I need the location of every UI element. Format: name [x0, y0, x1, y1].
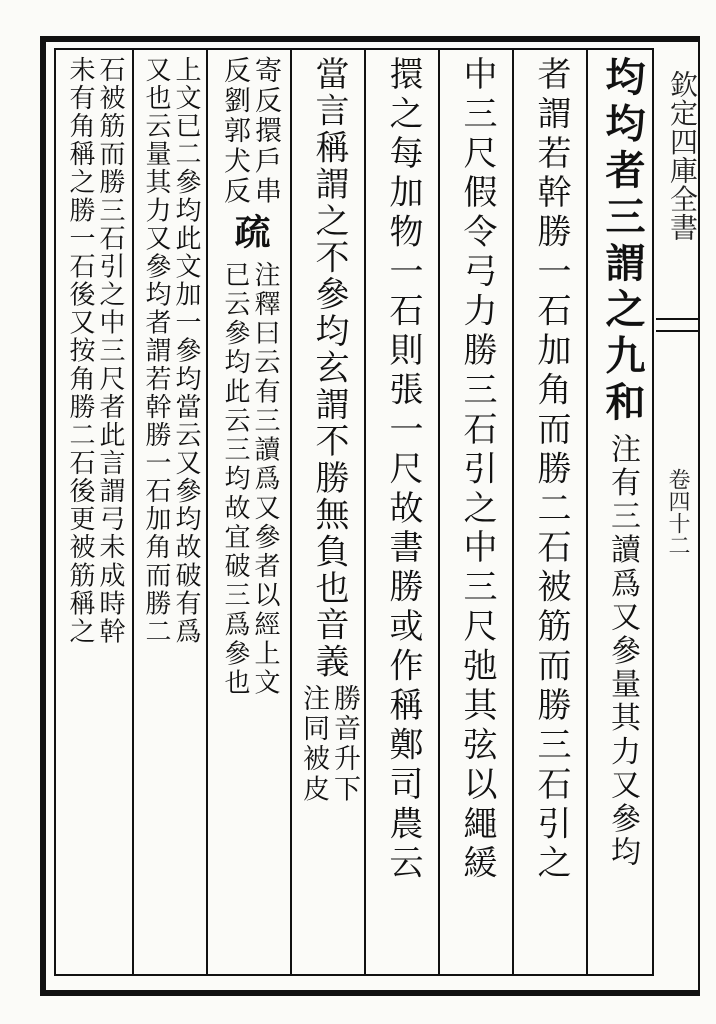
- subcommentary-line: 石被筋而勝三石引之中三尺者此言謂弓未成時幹: [95, 56, 125, 646]
- sound-gloss-line: 寄反擐戶串: [250, 56, 281, 208]
- sound-gloss-line: 勝音升下: [329, 684, 360, 806]
- sound-gloss-pair: [221, 56, 279, 207]
- commentary-text: 擐之每加物一石則張一尺故書勝或作稱鄭司農云: [383, 56, 423, 885]
- sound-gloss-line: 注同被皮: [298, 684, 329, 806]
- column-rule: [586, 48, 588, 976]
- commentary-line: 注有三讀爲又參量其力又參均: [605, 433, 640, 871]
- subcommentary-pair: [222, 261, 278, 698]
- text-column-2: [516, 56, 586, 884]
- subcommentary-line: 注釋曰云有三讀爲又參者以經上文: [250, 260, 280, 698]
- column-rule: [132, 48, 134, 976]
- subcommentary-pair: [67, 56, 123, 646]
- column-rule: [512, 48, 514, 976]
- commentary-text: 者謂若幹勝一石加角而勝二石被筋而勝三石引之: [531, 56, 571, 885]
- column-rule: [364, 48, 366, 976]
- text-column-4: [368, 56, 438, 884]
- text-column-5: [294, 56, 364, 805]
- text-column-7: [136, 56, 206, 646]
- commentary-text: 中三尺假令弓力勝三石引之中三尺弛其弦以繩緩: [457, 56, 497, 885]
- page-gutter: [656, 48, 700, 978]
- column-rule: [438, 48, 440, 976]
- column-rule: [290, 48, 292, 976]
- text-column-6: [210, 56, 290, 698]
- gutter-fishtail-mark: [656, 330, 700, 332]
- commentary-pair: [605, 433, 640, 871]
- sound-gloss-line: 反劉郭犬反: [219, 56, 250, 208]
- commentary-text: 當言稱謂之不參均玄謂不勝無負也音義: [309, 56, 349, 681]
- text-column-1: [590, 56, 654, 870]
- subcommentary-line: 又也云量其力又參均者謂若幹勝一石加角而勝二: [141, 56, 171, 646]
- subcommentary-line: 已云參均此云三均故宜破三爲參也: [220, 260, 250, 698]
- subcommentary-line: 上文已二參均此文加一參均當云又參均故破有爲: [171, 56, 201, 646]
- text-column-8: [58, 56, 132, 646]
- text-column-3: [442, 56, 512, 884]
- sound-gloss-pair: [300, 684, 358, 805]
- column-rule: [206, 48, 208, 976]
- classic-text: 均均者三謂之九和: [599, 56, 646, 428]
- volume-label: 卷四十二: [665, 468, 690, 556]
- subcommentary-pair: [143, 56, 199, 646]
- book-title: 欽定四庫全書: [666, 70, 699, 242]
- gutter-fishtail-mark: [656, 318, 700, 320]
- subcommentary-mark: 疏: [229, 213, 271, 255]
- subcommentary-line: 未有角稱之勝一石後又按角勝二石後更被筋稱之: [65, 56, 95, 646]
